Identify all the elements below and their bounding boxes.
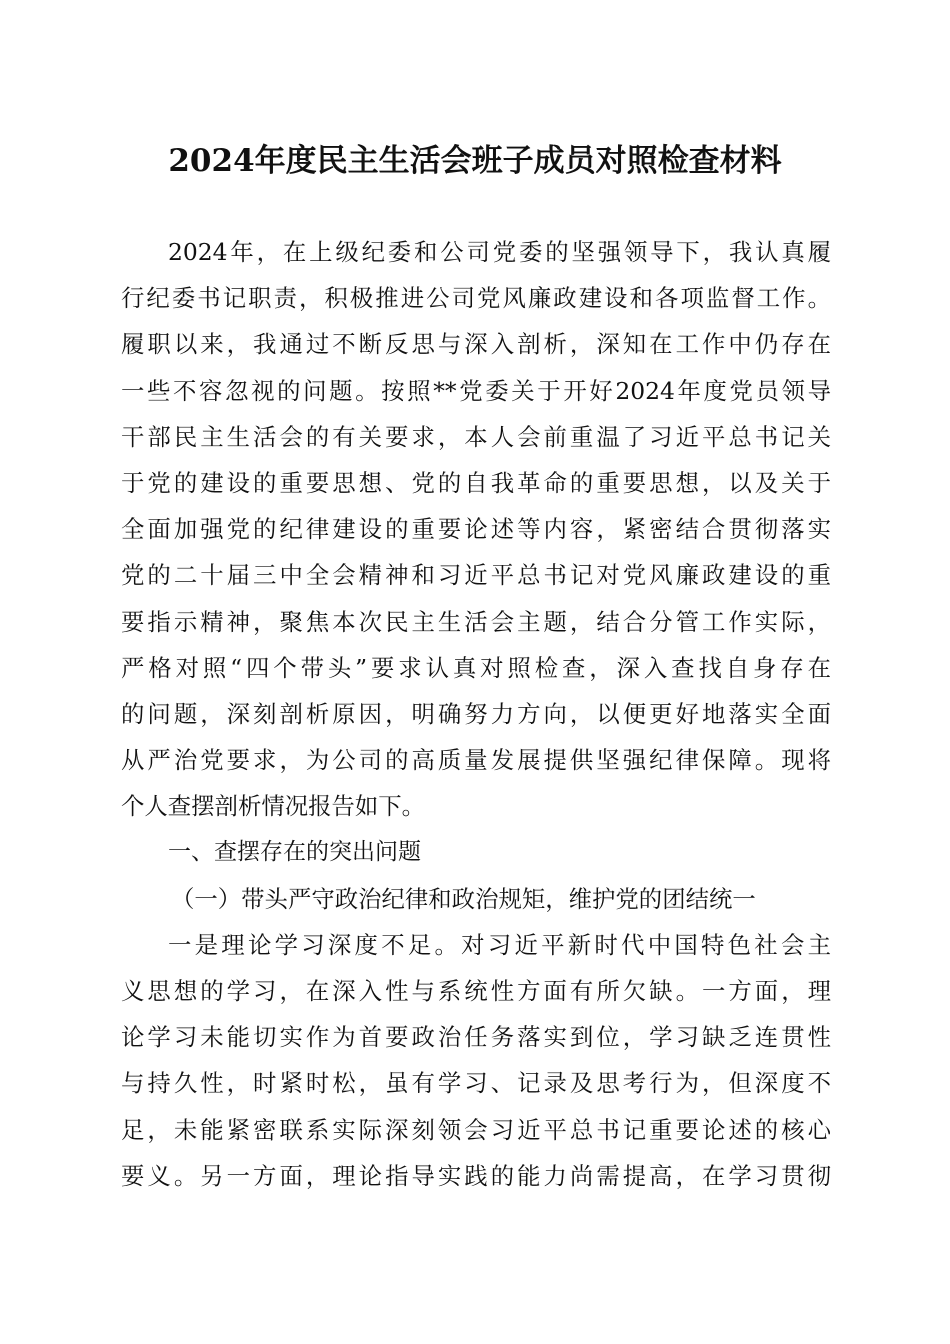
document-title: 2024年度民主生活会班子成员对照检查材料 bbox=[168, 143, 782, 179]
paragraph-line: 一些不容忽视的问题。按照**党委关于开好2024年度党员领导 bbox=[121, 376, 831, 405]
paragraph-line: 严格对照“四个带头”要求认真对照检查，深入查找自身存在 bbox=[121, 653, 831, 682]
paragraph-line: 党的二十届三中全会精神和习近平总书记对党风廉政建设的重 bbox=[121, 561, 831, 590]
paragraph-line: 论学习未能切实作为首要政治任务落实到位，学习缺乏连贯性 bbox=[121, 1023, 831, 1052]
paragraph-line: 义思想的学习，在深入性与系统性方面有所欠缺。一方面，理 bbox=[121, 977, 831, 1005]
paragraph-line: 履职以来，我通过不断反思与深入剖析，深知在工作中仍存在 bbox=[121, 330, 831, 359]
paragraph-line: 于党的建设的重要思想、党的自我革命的重要思想，以及关于 bbox=[121, 468, 831, 497]
paragraph-line: 要指示精神，聚焦本次民主生活会主题，结合分管工作实际， bbox=[121, 607, 831, 636]
paragraph-line: 从严治党要求，为公司的高质量发展提供坚强纪律保障。现将 bbox=[121, 746, 831, 775]
paragraph-line: 全面加强党的纪律建设的重要论述等内容，紧密结合贯彻落实 bbox=[121, 515, 831, 544]
section-heading: 一、查摆存在的突出问题 bbox=[168, 839, 421, 866]
paragraph-line: 的问题，深刻剖析原因，明确努力方向，以便更好地落实全面 bbox=[121, 699, 831, 728]
document-body bbox=[121, 229, 831, 1199]
paragraph-line: 行纪委书记职责，积极推进公司党风廉政建设和各项监督工作。 bbox=[121, 284, 831, 313]
paragraph-line: 足，未能紧密联系实际深刻领会习近平总书记重要论述的核心 bbox=[121, 1115, 831, 1144]
paragraph-line: 2024年，在上级纪委和公司党委的坚强领导下，我认真履 bbox=[168, 238, 831, 266]
paragraph-line: 要义。另一方面，理论指导实践的能力尚需提高，在学习贯彻 bbox=[121, 1161, 831, 1190]
paragraph-line: 干部民主生活会的有关要求，本人会前重温了习近平总书记关 bbox=[121, 422, 831, 451]
paragraph-line: 一是理论学习深度不足。对习近平新时代中国特色社会主 bbox=[168, 930, 831, 959]
subsection-heading: （一）带头严守政治纪律和政治规矩，维护党的团结统一 bbox=[171, 884, 756, 913]
paragraph-line: 个人查摆剖析情况报告如下。 bbox=[121, 792, 426, 821]
paragraph-line: 与持久性，时紧时松，虽有学习、记录及思考行为，但深度不 bbox=[121, 1069, 831, 1098]
